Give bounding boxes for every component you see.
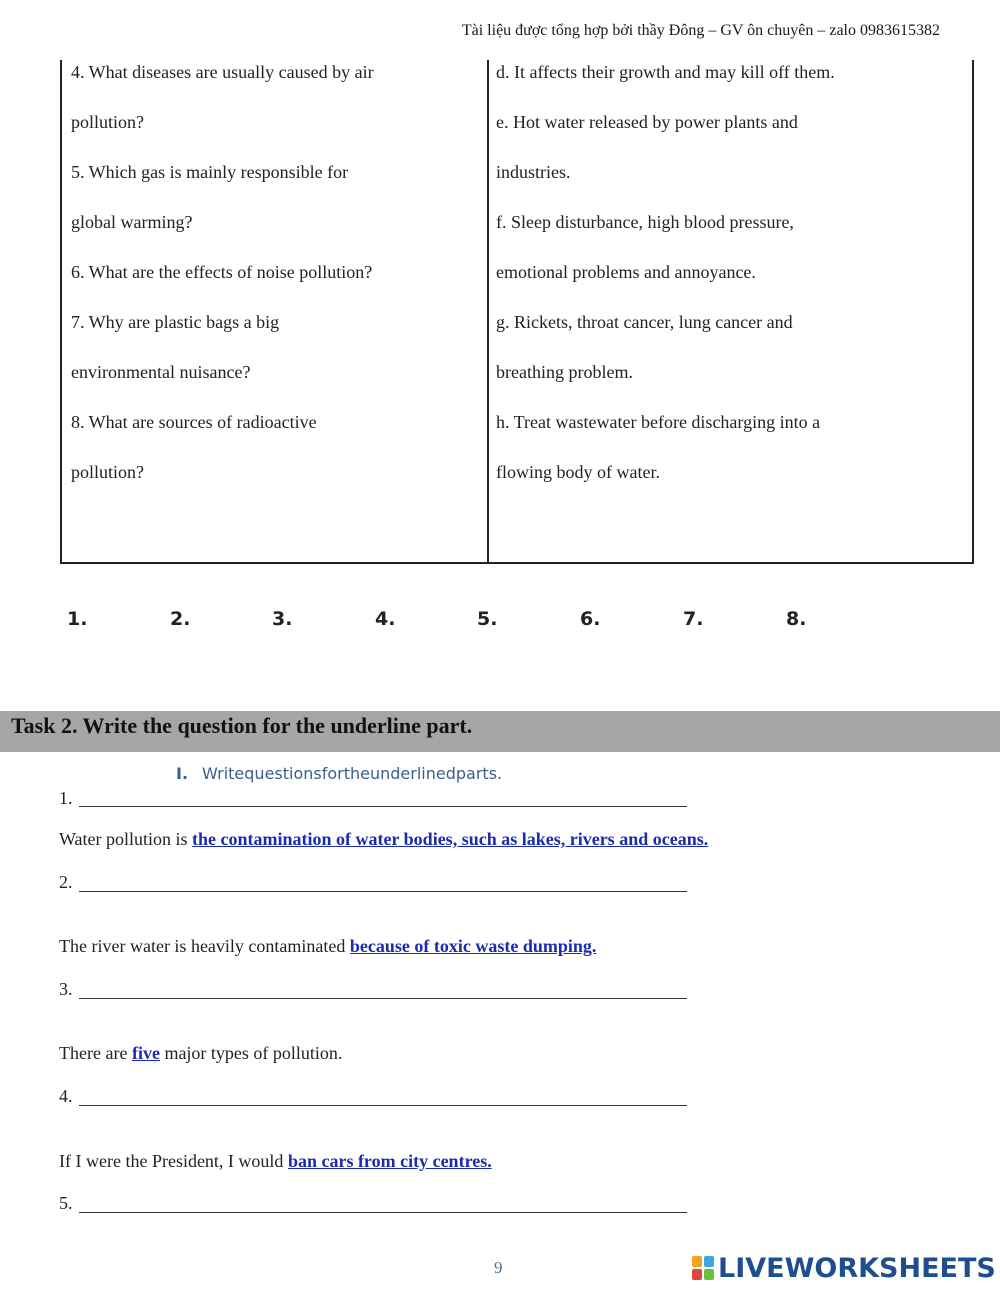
answer-slot-1[interactable]: 1. bbox=[67, 608, 88, 630]
question-number: 5. bbox=[59, 1193, 73, 1213]
question-number: 4. bbox=[59, 1086, 73, 1106]
question-number: 1. bbox=[59, 788, 73, 808]
answer-input-line-4[interactable] bbox=[79, 1105, 687, 1106]
answer-line: g. Rickets, throat cancer, lung cancer and bbox=[496, 312, 793, 332]
brand-name: LIVEWORKSHEETS bbox=[718, 1252, 996, 1284]
answer-input-line-2[interactable] bbox=[79, 891, 687, 892]
question-line: environmental nuisance? bbox=[71, 362, 251, 382]
answer-line: h. Treat wastewater before discharging into a bbox=[496, 412, 821, 432]
question-line: 6. What are the effects of noise pollution? bbox=[71, 262, 373, 282]
question-number: 3. bbox=[59, 979, 73, 999]
answer-line: flowing body of water. bbox=[496, 462, 660, 482]
sentence-text: If I were the President, I would bbox=[59, 1151, 288, 1171]
answer-slot-3[interactable]: 3. bbox=[272, 608, 293, 630]
question-line: 7. Why are plastic bags a big bbox=[71, 312, 280, 332]
answer-slot-6[interactable]: 6. bbox=[580, 608, 601, 630]
page-number: 9 bbox=[494, 1258, 503, 1277]
page-header: Tài liệu được tổng hợp bởi thầy Đông – GV ôn chuyên – zalo 0983615382 bbox=[461, 22, 940, 39]
prompt-sentence bbox=[59, 829, 708, 850]
liveworksheets-logo-icon bbox=[692, 1256, 714, 1280]
answer-slot-7[interactable]: 7. bbox=[683, 608, 704, 630]
task-instruction bbox=[176, 764, 502, 783]
sentence-text: Water pollution is bbox=[59, 829, 193, 849]
prompt-sentence bbox=[59, 936, 596, 957]
answer-line: d. It affects their growth and may kill off them. bbox=[496, 62, 835, 82]
underlined-part: the contamination of water bodies, such as lakes, rivers and oceans. bbox=[192, 829, 709, 849]
prompt-sentence bbox=[59, 1043, 342, 1064]
matching-table bbox=[60, 60, 974, 564]
sentence-text: major types of pollution. bbox=[159, 1043, 343, 1063]
answer-line: industries. bbox=[496, 162, 571, 182]
question-line: 8. What are sources of radioactive bbox=[71, 412, 317, 432]
instruction-text: Writequestionsfortheunderlinedparts. bbox=[202, 764, 503, 783]
sentence-text: The river water is heavily contaminated bbox=[59, 936, 350, 956]
answer-slot-5[interactable]: 5. bbox=[477, 608, 498, 630]
liveworksheets-brand bbox=[692, 1253, 996, 1283]
answer-slot-8[interactable]: 8. bbox=[786, 608, 807, 630]
answer-input-line-5[interactable] bbox=[79, 1212, 687, 1213]
answer-input-line-3[interactable] bbox=[79, 998, 687, 999]
sentence-text: There are bbox=[59, 1043, 132, 1063]
answer-line: e. Hot water released by power plants and bbox=[496, 112, 798, 132]
question-number: 2. bbox=[59, 872, 73, 892]
underlined-part: because of toxic waste dumping. bbox=[349, 936, 597, 956]
answer-slot-4[interactable]: 4. bbox=[375, 608, 396, 630]
answer-slot-2[interactable]: 2. bbox=[170, 608, 191, 630]
answer-line: f. Sleep disturbance, high blood pressure, bbox=[496, 212, 794, 232]
underlined-part: ban cars from city centres. bbox=[287, 1151, 492, 1171]
instruction-numeral: I. bbox=[176, 764, 189, 783]
underlined-part: five bbox=[131, 1043, 160, 1063]
task-title: Task 2. Write the question for the underline part. bbox=[11, 713, 473, 738]
question-line: 4. What diseases are usually caused by air bbox=[71, 62, 374, 82]
table-column-divider bbox=[487, 60, 489, 562]
answer-line: breathing problem. bbox=[496, 362, 633, 382]
prompt-sentence bbox=[59, 1151, 492, 1172]
answer-input-line-1[interactable] bbox=[79, 806, 687, 807]
answer-line: emotional problems and annoyance. bbox=[496, 262, 756, 282]
question-line: pollution? bbox=[71, 112, 144, 132]
question-line: 5. Which gas is mainly responsible for bbox=[71, 162, 349, 182]
question-line: global warming? bbox=[71, 212, 193, 232]
question-line: pollution? bbox=[71, 462, 144, 482]
